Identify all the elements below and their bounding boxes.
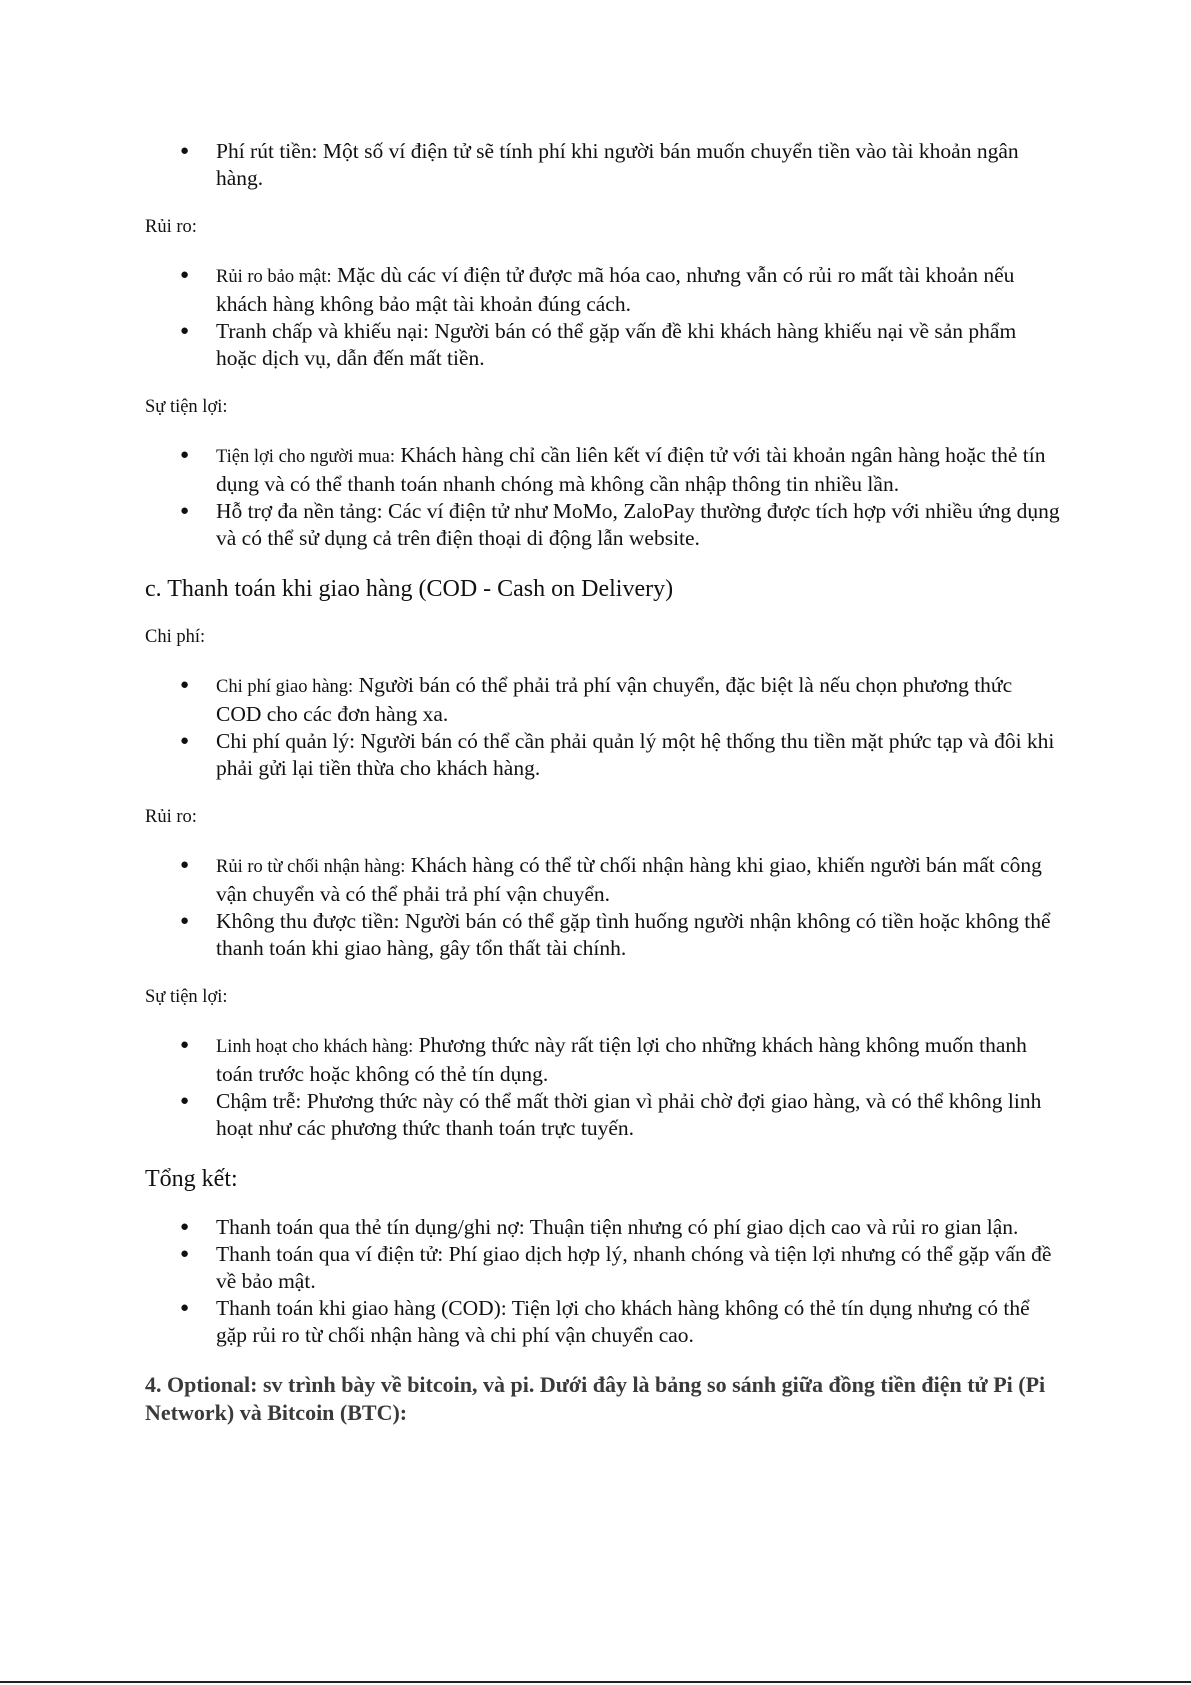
item-lead: Thanh toán qua ví điện tử: [216,1242,444,1266]
section4-heading: 4. Optional: sv trình bày về bitcoin, và pi. Dưới đây là bảng so sánh giữa đồng tiền điện tử Pi (Pi Network) và Bitcoin (BTC): [145,1372,1046,1425]
ewallet-convenience-list [145,442,1060,552]
item-text: Phương thức này rất tiện lợi cho những khách hàng không muốn thanh toán trước hoặc không có thẻ tín dụng. [216,1033,1027,1086]
item-lead: Chậm trễ: [216,1089,302,1113]
ewallet-fees-list [145,138,1060,192]
item-lead: Chi phí quản lý: [216,729,356,753]
cod-convenience-label: Sự tiện lợi: [145,987,228,1007]
list-item [145,138,1060,192]
item-lead: Rủi ro từ chối nhận hàng: [216,857,406,877]
item-lead: Thanh toán khi giao hàng (COD): [216,1296,507,1320]
item-text: Người bán có thể cần phải quản lý một hệ thống thu tiền mặt phức tạp và đôi khi phải gửi lại tiền thừa cho khách hàng. [216,729,1055,780]
item-lead: Tranh chấp và khiếu nại: [216,319,429,343]
summary-list [145,1214,1060,1349]
item-text: Tiện lợi cho khách hàng không có thẻ tín dụng nhưng có thể gặp rủi ro từ chối nhận hàng và chi phí vận chuyển cao. [216,1296,1030,1347]
page-bottom-divider [0,1681,1191,1683]
cod-risk-label: Rủi ro: [145,807,197,827]
ewallet-convenience-label: Sự tiện lợi: [145,397,228,417]
cod-heading: c. Thanh toán khi giao hàng (COD - Cash on Delivery) [145,576,674,602]
list-item [145,1032,1060,1088]
item-lead: Tiện lợi cho người mua: [216,447,395,467]
item-lead: Phí rút tiền: [216,139,318,163]
item-lead: Thanh toán qua thẻ tín dụng/ghi nợ: [216,1215,525,1239]
item-text: Các ví điện tử như MoMo, ZaloPay thường được tích hợp với nhiều ứng dụng và có thể sử dụng cả trên điện thoại di động lẫn website. [216,499,1060,550]
list-item [145,442,1060,498]
list-item [145,1088,1060,1142]
item-lead: Chi phí giao hàng: [216,677,354,697]
list-item [145,1241,1060,1295]
item-lead: Hỗ trợ đa nền tảng: [216,499,383,523]
item-text: Khách hàng chỉ cần liên kết ví điện tử với tài khoản ngân hàng hoặc thẻ tín dụng và có thể thanh toán nhanh chóng mà không cần nhập thông tin nhiều lần. [216,443,1046,496]
item-text: Một số ví điện tử sẽ tính phí khi người bán muốn chuyển tiền vào tài khoản ngân hàng. [216,139,1019,190]
item-text: Mặc dù các ví điện tử được mã hóa cao, nhưng vẫn có rủi ro mất tài khoản nếu khách hàng không bảo mật tài khoản đúng cách. [216,263,1015,316]
page-content [145,138,1060,1427]
list-item [145,728,1060,782]
item-text: Thuận tiện nhưng có phí giao dịch cao và rủi ro gian lận. [524,1215,1019,1239]
list-item [145,672,1060,728]
item-text: Khách hàng có thể từ chối nhận hàng khi giao, khiến người bán mất công vận chuyển và có thể phải trả phí vận chuyển. [216,853,1042,906]
cod-risk-list [145,852,1060,962]
summary-heading: Tổng kết: [145,1166,238,1192]
cod-convenience-list [145,1032,1060,1142]
list-item [145,1295,1060,1349]
cod-costs-label: Chi phí: [145,627,206,647]
item-lead: Linh hoạt cho khách hàng: [216,1037,414,1057]
item-text: Phương thức này có thể mất thời gian vì phải chờ đợi giao hàng, và có thể không linh hoạt như các phương thức thanh toán trực tuyến. [216,1089,1042,1140]
list-item [145,262,1060,318]
item-lead: Rủi ro bảo mật: [216,267,332,287]
cod-costs-list [145,672,1060,782]
item-text: Người bán có thể gặp tình huống người nhận không có tiền hoặc không thể thanh toán khi giao hàng, gây tổn thất tài chính. [216,909,1051,960]
list-item [145,318,1060,372]
item-text: Người bán có thể phải trả phí vận chuyển, đặc biệt là nếu chọn phương thức COD cho các đơn hàng xa. [216,673,1013,726]
item-text: Người bán có thể gặp vấn đề khi khách hàng khiếu nại về sản phẩm hoặc dịch vụ, dẫn đến mất tiền. [216,319,1017,370]
list-item [145,852,1060,908]
item-text: Phí giao dịch hợp lý, nhanh chóng và tiện lợi nhưng có thể gặp vấn đề về bảo mật. [216,1242,1052,1293]
ewallet-risk-list [145,262,1060,372]
list-item [145,498,1060,552]
list-item [145,908,1060,962]
list-item [145,1214,1060,1241]
item-lead: Không thu được tiền: [216,909,400,933]
ewallet-risk-label: Rủi ro: [145,217,197,237]
